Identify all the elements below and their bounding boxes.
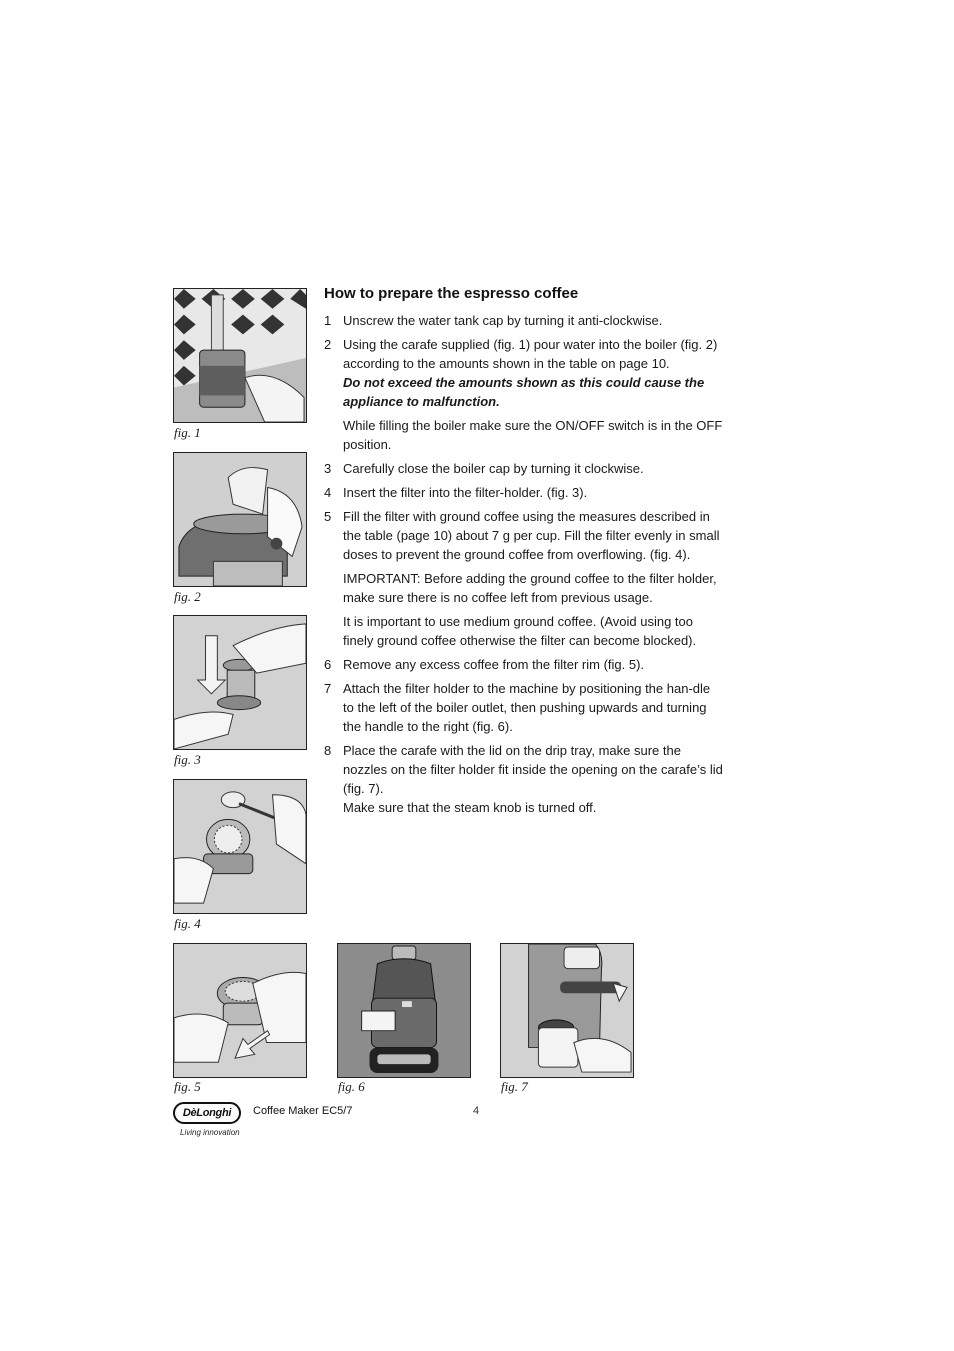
step-3 xyxy=(324,459,724,478)
figure-7-caption: fig. 7 xyxy=(501,1079,528,1094)
step-text: Place the carafe with the lid on the drip tray, make sure the nozzles on the filter holder fit inside the opening on the carafe’s lid (fig. 7). xyxy=(343,743,723,796)
step-text: Using the carafe supplied (fig. 1) pour water into the boiler (fig. 2) according to the amounts shown in the table on page 10. xyxy=(343,337,718,371)
figure-1-caption: fig. 1 xyxy=(174,425,201,440)
warning-text: Do not exceed the amounts shown as this could cause the appliance to malfunction. xyxy=(343,375,705,409)
figure-4-image xyxy=(173,779,307,914)
step-number: 7 xyxy=(324,681,332,696)
step-5-important-note: IMPORTANT: Before adding the ground coffee to the filter holder, make sure there is no coffee left from previous usage. xyxy=(343,571,717,605)
step-text: Attach the filter holder to the machine by positioning the han-dle to the left of the boiler outlet, then pushing upwards and turning the handle to the right (fig. 6). xyxy=(343,681,711,734)
page-number: 4 xyxy=(473,1105,480,1117)
step-8-note: Make sure that the steam knob is turned off. xyxy=(343,800,597,815)
step-number: 4 xyxy=(324,485,332,500)
step-text: Unscrew the water tank cap by turning it anti-clockwise. xyxy=(343,313,663,328)
figure-5-caption: fig. 5 xyxy=(174,1079,201,1094)
step-5 xyxy=(324,507,724,564)
step-number: 6 xyxy=(324,657,332,672)
step-text: Remove any excess coffee from the filter rim (fig. 5). xyxy=(343,657,645,672)
step-number: 8 xyxy=(324,743,332,758)
logo-text: DèLonghi xyxy=(182,1107,232,1119)
figure-4-caption: fig. 4 xyxy=(174,916,201,931)
step-number: 5 xyxy=(324,509,332,524)
figure-6-caption: fig. 6 xyxy=(338,1079,365,1094)
step-4 xyxy=(324,483,724,502)
step-number: 3 xyxy=(324,461,332,476)
step-text: Fill the filter with ground coffee using the measures described in the table (page 10) about 7 g per cup. Fill the filter evenly in small doses to prevent the ground coffee from overflowing. (fig. 4). xyxy=(343,509,720,562)
figure-1-image xyxy=(173,288,307,423)
logo-tagline: Living innovation xyxy=(180,1128,240,1137)
product-model: Coffee Maker EC5/7 xyxy=(253,1105,353,1117)
tap-filling-carafe-illustration xyxy=(174,289,306,422)
figure-3-caption: fig. 3 xyxy=(174,752,201,767)
filling-coffee-illustration xyxy=(174,780,306,913)
pouring-water-illustration xyxy=(174,453,306,586)
step-text: Insert the filter into the filter-holder. (fig. 3). xyxy=(343,485,588,500)
figure-5-image xyxy=(173,943,307,1078)
step-1 xyxy=(324,311,724,330)
step-2 xyxy=(324,335,724,411)
step-number: 2 xyxy=(324,337,332,352)
attaching-filter-holder-illustration xyxy=(338,944,470,1077)
removing-excess-coffee-illustration xyxy=(174,944,306,1077)
delonghi-logo xyxy=(173,1102,241,1124)
step-number: 1 xyxy=(324,313,332,328)
figure-3-image xyxy=(173,615,307,750)
inserting-filter-illustration xyxy=(174,616,306,749)
step-7 xyxy=(324,679,724,736)
step-2-note: While filling the boiler make sure the ON/OFF switch is in the OFF position. xyxy=(343,418,723,452)
step-text: Carefully close the boiler cap by turning it clockwise. xyxy=(343,461,644,476)
section-heading: How to prepare the espresso coffee xyxy=(324,285,579,302)
carafe-on-drip-tray-illustration xyxy=(501,944,633,1077)
figure-7-image xyxy=(500,943,634,1078)
step-5-grind-note: It is important to use medium ground coffee. (Avoid using too finely ground coffee otherwise the filter can become blocked). xyxy=(343,614,697,648)
figure-2-image xyxy=(173,452,307,587)
figure-6-image xyxy=(337,943,471,1078)
figure-2-caption: fig. 2 xyxy=(174,589,201,604)
step-6 xyxy=(324,655,724,674)
step-8 xyxy=(324,741,724,798)
instruction-list xyxy=(324,311,724,822)
